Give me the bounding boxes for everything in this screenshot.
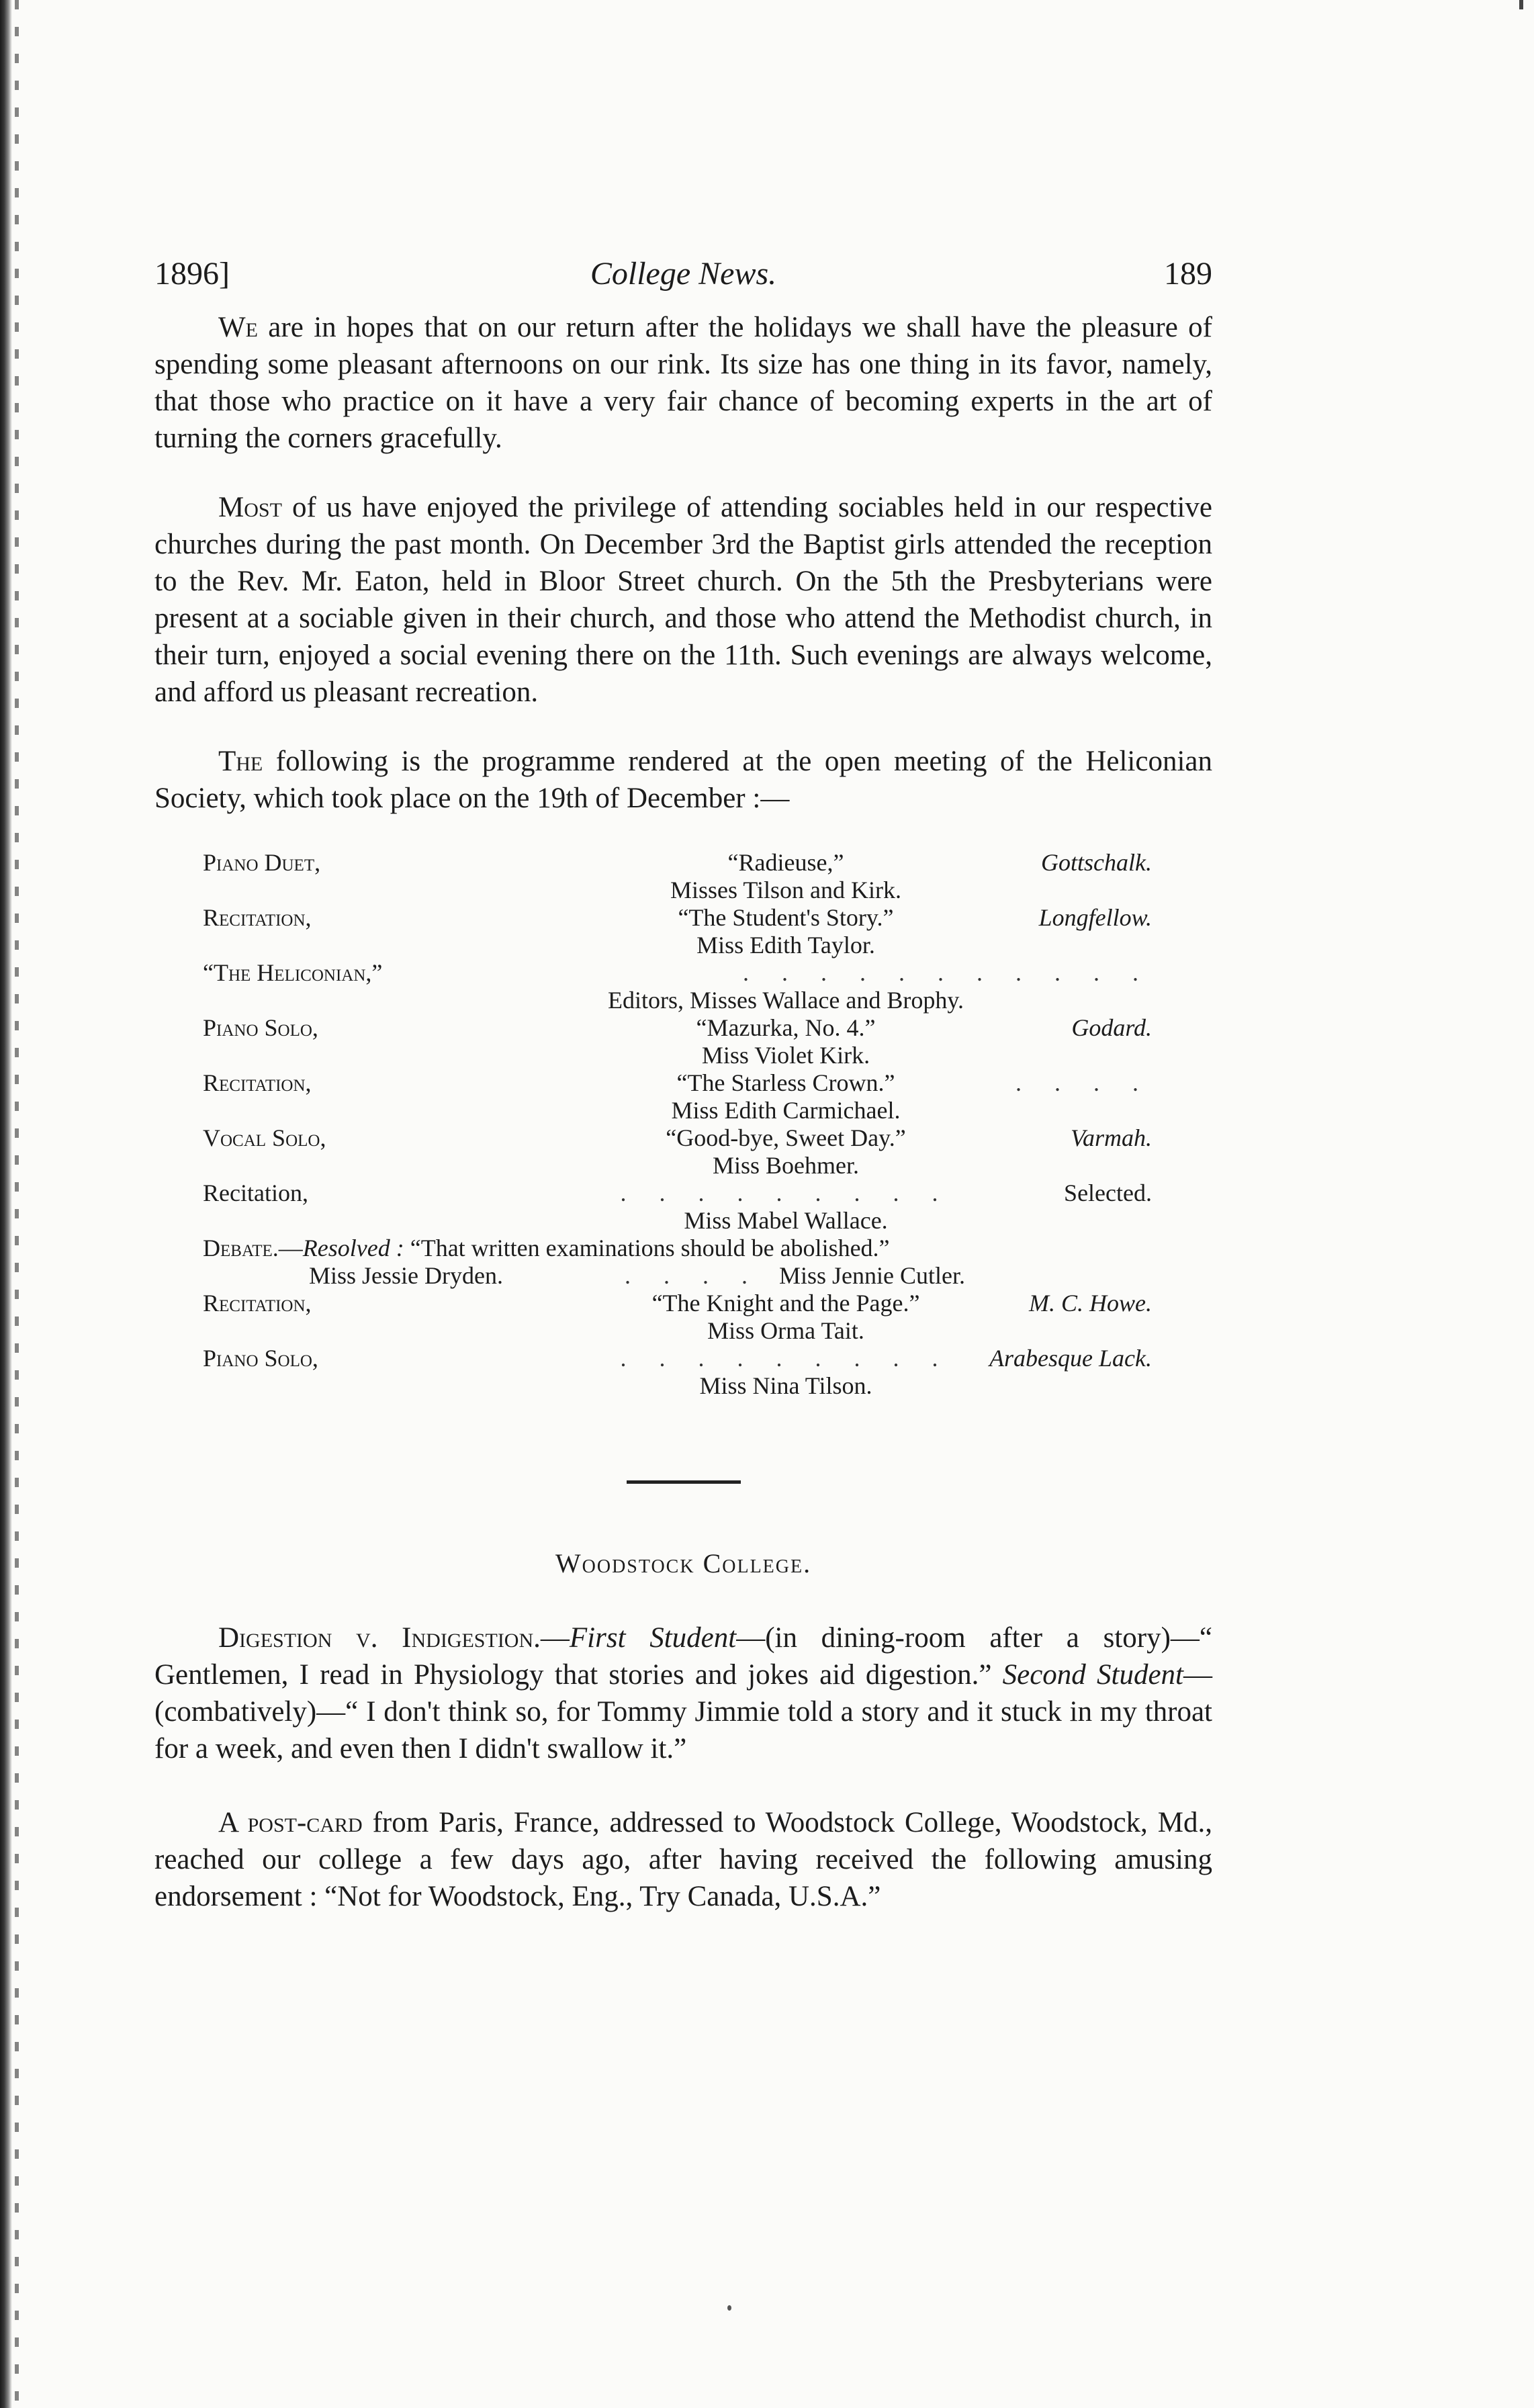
item-type: Recitation,: [203, 1179, 308, 1206]
debate-row: [154, 1235, 1212, 1262]
programme-performer-row: [154, 1097, 1212, 1124]
binding-edge: [0, 0, 12, 2408]
item-type: Recitation,: [203, 1069, 312, 1096]
paragraph-text: of us have enjoyed the privilege of attending sociables held in our respective churches during the past month. On December 3rd the Baptist girls attended the reception to the Rev. Mr. Eaton, held in Bloor Street church. On the 5th the Presbyterians were present at a sociable given in their church, and those who attend the Methodist church, in their turn, enjoyed a social evening there on the 11th. Such evenings are always welcome, and afford us pleasant recreation.: [154, 492, 1212, 708]
programme-item: [154, 1345, 1212, 1372]
debate-motion: “That written examinations should be abolished.”: [404, 1235, 890, 1261]
item-performer: Miss Orma Tait.: [707, 1317, 864, 1344]
programme-item: [154, 1014, 1212, 1042]
item-author: M. C. Howe.: [1029, 1290, 1152, 1317]
leader-dots: . . . .: [625, 1262, 761, 1289]
programme-item: [154, 1124, 1212, 1152]
section-divider: [627, 1480, 741, 1484]
paragraph-lead: We: [218, 312, 258, 343]
debate-speaker-a: Miss Jessie Dryden.: [309, 1262, 503, 1289]
programme-item: [154, 904, 1212, 932]
item-performer: Misses Tilson and Kirk.: [670, 877, 902, 903]
debate-resolved: Resolved :: [302, 1235, 404, 1261]
leader-dots: . . . . . . . . . . .: [743, 959, 1152, 986]
item-type: Piano Duet,: [203, 849, 321, 876]
paragraph-lead: Most: [218, 492, 282, 523]
paragraph-postcard: [154, 1804, 1212, 1915]
programme-item: [154, 959, 1212, 987]
binding-shadow: [15, 0, 19, 2408]
item-title: “The Student's Story.”: [678, 904, 894, 931]
programme-item: [154, 1290, 1212, 1317]
programme-item: [154, 1179, 1212, 1207]
item-performer: Miss Edith Taylor.: [696, 932, 875, 958]
programme-performer-row: [154, 1317, 1212, 1345]
item-type: Recitation,: [203, 904, 312, 931]
corner-mark: [1519, 0, 1523, 9]
paragraph-lead: A post-card: [218, 1807, 363, 1838]
leader-dots: . . . . . . . . .: [620, 1179, 952, 1206]
item-type: Vocal Solo,: [203, 1124, 326, 1151]
item-author: Varmah.: [1070, 1124, 1152, 1151]
programme-performer-row: [154, 877, 1212, 904]
header-year: 1896]: [154, 256, 230, 292]
programme-performer-row: [154, 932, 1212, 959]
item-author: Godard.: [1071, 1014, 1152, 1041]
item-type: Piano Solo,: [203, 1345, 318, 1372]
paragraph-lead: The: [218, 746, 263, 777]
paragraph-text: —(in dining-room after a story)—“ Gentlemen, I read in Physiology that stories and jokes aid digestion.”: [154, 1622, 1212, 1691]
paragraph-rink: [154, 309, 1212, 457]
item-author: Longfellow.: [1038, 904, 1152, 931]
debate-speaker-b: Miss Jennie Cutler.: [779, 1262, 965, 1289]
leader-dots: . . . .: [1016, 1069, 1152, 1096]
item-performer: Miss Mabel Wallace.: [684, 1207, 888, 1234]
paragraph-text: from Paris, France, addressed to Woodstock College, Woodstock, Md., reached our college a few days ago, after having received the following amusing endorsement : “Not for Woodstock, Eng., Try Canada, U.S.A.”: [154, 1807, 1212, 1912]
item-performer: Miss Edith Carmichael.: [671, 1097, 901, 1124]
item-performer: Miss Boehmer.: [712, 1152, 859, 1179]
paragraph-programme-intro: [154, 743, 1212, 817]
item-performer: Editors, Misses Wallace and Brophy.: [607, 987, 964, 1014]
item-title: “The Starless Crown.”: [676, 1069, 895, 1096]
page-column: [154, 255, 1212, 1915]
debate-label: Debate.—: [203, 1235, 303, 1261]
paragraph-sociables: [154, 489, 1212, 711]
paragraph-text: —(combatively)—“ I don't think so, for Tommy Jimmie told a story and it stuck in my throat for a week, and even then I didn't swallow it.”: [154, 1659, 1213, 1765]
item-title: “Mazurka, No. 4.”: [696, 1014, 876, 1041]
section-title: Woodstock College.: [555, 1548, 812, 1578]
paragraph-digestion: [154, 1619, 1212, 1767]
leader-dots: . . . . . . . . .: [620, 1345, 952, 1372]
item-performer: Miss Violet Kirk.: [701, 1042, 870, 1069]
paragraph-lead: Digestion v. Indigestion.—: [218, 1622, 570, 1654]
item-type: Piano Solo,: [203, 1014, 318, 1041]
item-author: Gottschalk.: [1041, 849, 1152, 876]
paragraph-text: are in hopes that on our return after the holidays we shall have the pleasure of spending some pleasant afternoons on our rink. Its size has one thing in its favor, namely, that those who practice on it have a very fair chance of becoming experts in the art of turning the corners gracefully.: [154, 312, 1212, 454]
programme-performer-row: [154, 1152, 1212, 1179]
speaker-second: Second Student: [1002, 1659, 1184, 1691]
programme-performer-row: [154, 987, 1212, 1014]
item-title: “The Knight and the Page.”: [651, 1290, 920, 1317]
item-type: Recitation,: [203, 1290, 312, 1317]
programme-performer-row: [154, 1372, 1212, 1400]
page-speck: [727, 2305, 731, 2311]
debate-text: [203, 1235, 1152, 1262]
page-number: 189: [1164, 256, 1212, 292]
item-author: Selected.: [1064, 1179, 1152, 1206]
programme-item: [154, 849, 1212, 877]
debate-speakers-row: [154, 1262, 1212, 1290]
item-author: Arabesque Lack.: [989, 1345, 1152, 1372]
programme-performer-row: [154, 1207, 1212, 1235]
running-header: [154, 255, 1212, 309]
header-title: College News.: [590, 256, 777, 292]
programme-list: [154, 849, 1212, 1400]
programme-item: [154, 1069, 1212, 1097]
item-title: “Good-bye, Sweet Day.”: [666, 1124, 906, 1151]
programme-performer-row: [154, 1042, 1212, 1069]
paragraph-text: following is the programme rendered at the open meeting of the Heliconian Society, which took place on the 19th of December :—: [154, 746, 1212, 814]
item-performer: Miss Nina Tilson.: [699, 1372, 872, 1399]
speaker-first: First Student: [569, 1622, 737, 1654]
item-title: “Radieuse,”: [727, 849, 844, 876]
item-type: “The Heliconian,”: [203, 959, 383, 986]
